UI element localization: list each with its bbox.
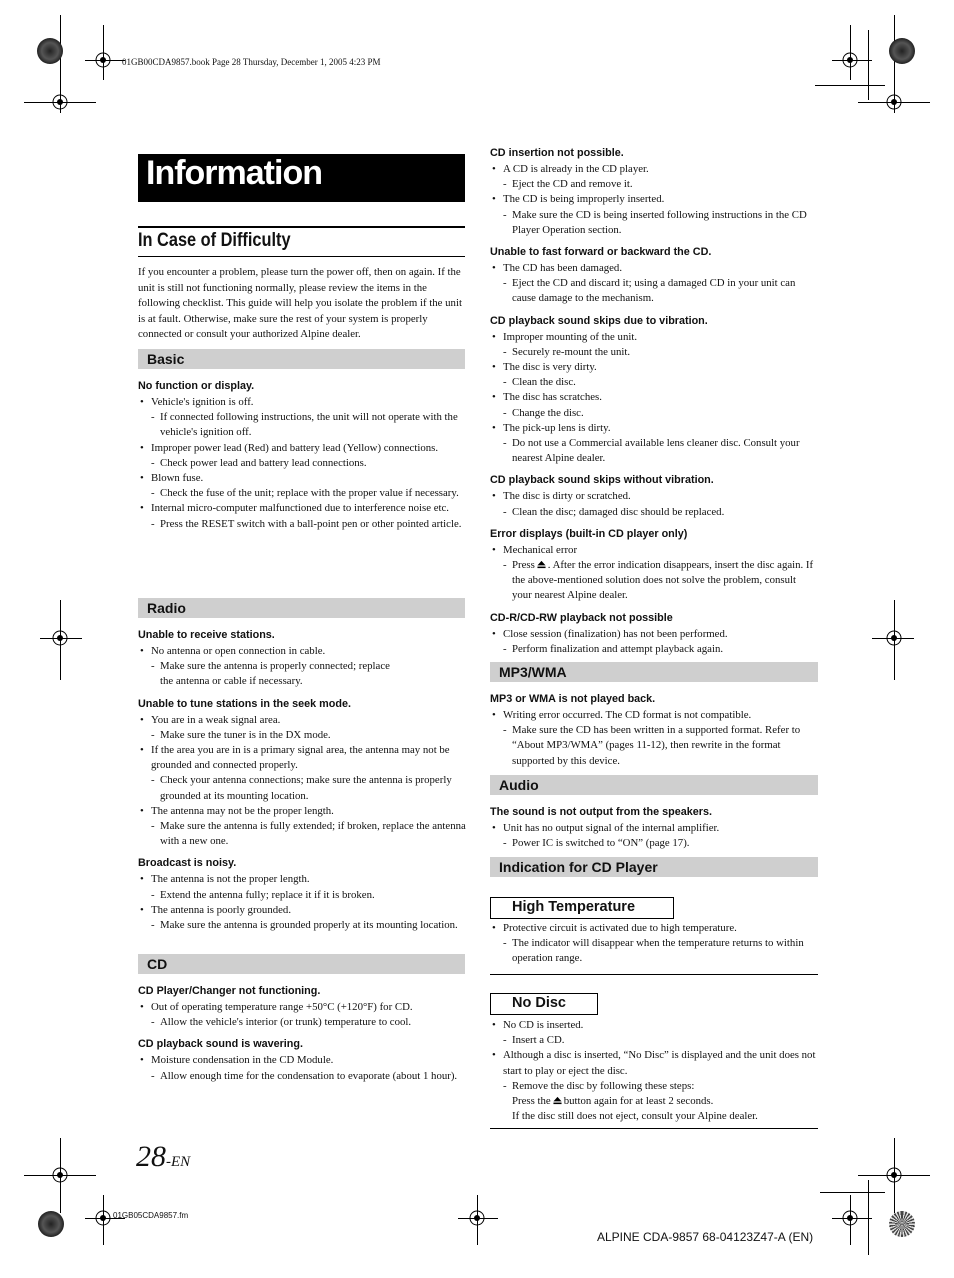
cause-item: • The antenna is poorly grounded. <box>138 903 466 918</box>
registration-mark-icon <box>49 1164 71 1186</box>
eject-icon <box>553 1096 562 1105</box>
cd-section-part1 <box>138 984 466 1084</box>
subtitle-rule-top <box>138 226 465 228</box>
registration-mark-icon <box>92 49 114 71</box>
high-temperature-section <box>490 921 818 967</box>
footer-file-name: 01GB05CDA9857.fm <box>113 1211 189 1220</box>
remedy-item: - Make sure the antenna is properly connected; replace the antenna or cable if necessary. <box>138 659 400 689</box>
cause-item: • The CD is being improperly inserted. <box>490 192 818 207</box>
remedy-item: - Extend the antenna fully; replace it if it is broken. <box>138 888 466 903</box>
intro-paragraph: If you encounter a problem, please turn the power off, then on again. If the unit is still not functioning normally, please review the items in the following checklist. This guide will help you isolate the problem if the unit is at fault. Otherwise, make sure the rest of your system is properly connected or consult your authorized Alpine dealer. <box>138 266 462 340</box>
problem-title: CD playback sound skips without vibration. <box>490 474 714 487</box>
remedy-item: - Do not use a Commercial available lens cleaner disc. Consult your nearest Alpine dealer. <box>490 436 818 466</box>
registration-mark-icon <box>883 627 905 649</box>
remedy-step: If the disc still does not eject, consult your Alpine dealer. <box>512 1110 758 1123</box>
problem-title: CD-R/CD-RW playback not possible <box>490 611 673 624</box>
audio-section <box>490 805 818 851</box>
cause-item: • The CD has been damaged. <box>490 261 818 276</box>
cause-item: • No CD is inserted. <box>490 1018 818 1033</box>
problem-title: CD Player/Changer not functioning. <box>138 985 321 997</box>
remedy-item: - The indicator will disappear when the temperature returns to within operation range. <box>490 936 818 966</box>
remedy-item: - Change the disc. <box>490 406 818 421</box>
no-disc-section <box>490 1018 818 1124</box>
cause-item: • Although a disc is inserted, “No Disc” is displayed and the unit does not start to play or eject the disc. <box>490 1048 818 1078</box>
cd-section-part2 <box>490 146 818 657</box>
cause-item: • If the area you are in is a primary signal area, the antenna may not be grounded and connected properly. <box>138 743 466 773</box>
problem-title: Unable to fast forward or backward the CD. <box>490 246 712 259</box>
color-bar-mark <box>889 1211 915 1237</box>
basic-section <box>138 379 466 532</box>
problem-title: Error displays (built-in CD player only) <box>490 527 688 540</box>
cause-item: • Vehicle's ignition is off. <box>138 395 466 410</box>
cause-item: • The disc is dirty or scratched. <box>490 489 818 504</box>
section-heading-radio: Radio <box>138 598 465 618</box>
registration-mark-icon <box>49 91 71 113</box>
problem-title: The sound is not output from the speakers. <box>490 806 712 818</box>
cause-item: • Unit has no output signal of the internal amplifier. <box>490 821 818 836</box>
cause-item: • Moisture condensation in the CD Module. <box>138 1053 466 1068</box>
cause-item: • No antenna or open connection in cable. <box>138 644 466 659</box>
registration-mark-icon <box>92 1207 114 1229</box>
cause-item: • Protective circuit is activated due to high temperature. <box>490 921 818 936</box>
registration-mark-icon <box>839 49 861 71</box>
section-heading-audio: Audio <box>490 775 818 795</box>
cause-item: • Internal micro-computer malfunctioned due to interference noise etc. <box>138 501 466 516</box>
cause-item: • Improper mounting of the unit. <box>490 330 818 345</box>
registration-mark-icon <box>883 1164 905 1186</box>
indicator-no-disc: No Disc <box>490 993 598 1015</box>
problem-title: No function or display. <box>138 380 255 392</box>
cause-item: • Writing error occurred. The CD format is not compatible. <box>490 708 818 723</box>
registration-mark-icon <box>883 91 905 113</box>
remedy-item: - Check power lead and battery lead connections. <box>138 456 466 471</box>
cause-item: • The disc is very dirty. <box>490 360 818 375</box>
remedy-item: - Press the RESET switch with a ball-point pen or other pointed article. <box>138 517 466 532</box>
remedy-item: - Make sure the antenna is grounded properly at its mounting location. <box>138 918 466 933</box>
cause-item: • You are in a weak signal area. <box>138 713 466 728</box>
cause-item: • The pick-up lens is dirty. <box>490 421 818 436</box>
footer-model-line: ALPINE CDA-9857 68-04123Z47-A (EN) <box>597 1230 814 1244</box>
eject-icon <box>537 560 546 569</box>
section-heading-basic: Basic <box>138 349 465 369</box>
problem-title: CD insertion not possible. <box>490 147 624 159</box>
page-number: 28-EN <box>136 1140 191 1173</box>
remedy-item: - If connected following instructions, the unit will not operate with the vehicle's ignition off. <box>138 410 466 440</box>
remedy-item: - Allow enough time for the condensation to evaporate (about 1 hour). <box>138 1069 466 1084</box>
remedy-item: - Check your antenna connections; make sure the antenna is properly grounded at its mounting location. <box>138 773 466 803</box>
remedy-item: - Make sure the antenna is fully extended; if broken, replace the antenna with a new one. <box>138 819 466 849</box>
section-heading-cd: CD <box>138 954 465 974</box>
remedy-item: - Securely re-mount the unit. <box>490 345 818 360</box>
remedy-item: - Clean the disc. <box>490 375 818 390</box>
remedy-item: - Eject the CD and remove it. <box>490 177 818 192</box>
problem-title: MP3 or WMA is not played back. <box>490 693 656 705</box>
remedy-item: - Remove the disc by following these steps: <box>490 1079 818 1094</box>
problem-title: CD playback sound is wavering. <box>138 1038 304 1051</box>
problem-title: Unable to tune stations in the seek mode. <box>138 697 351 710</box>
section-divider <box>490 1128 818 1129</box>
cause-item: • Close session (finalization) has not been performed. <box>490 627 818 642</box>
cause-item: • Out of operating temperature range +50°C (+120°F) for CD. <box>138 1000 466 1015</box>
book-header: 01GB00CDA9857.book Page 28 Thursday, December 1, 2005 4:23 PM <box>122 57 381 67</box>
section-heading-mp3-wma: MP3/WMA <box>490 662 818 682</box>
cause-item: • The antenna may not be the proper length. <box>138 804 466 819</box>
remedy-step: Press the button again for at least 2 seconds. <box>512 1095 714 1108</box>
radio-section <box>138 628 466 933</box>
cause-item: • Improper power lead (Red) and battery lead (Yellow) connections. <box>138 441 466 456</box>
registration-mark-icon <box>466 1207 488 1229</box>
remedy-item: - Make sure the CD has been written in a supported format. Refer to “About MP3/WMA” (pages 11-12), then rewrite in the format supported by this device. <box>490 723 808 769</box>
problem-title: Unable to receive stations. <box>138 629 275 641</box>
registration-mark-icon <box>49 627 71 649</box>
color-bar-mark <box>37 38 63 64</box>
cause-item: • Blown fuse. <box>138 471 466 486</box>
page-title: Information <box>146 154 322 192</box>
remedy-item: - Make sure the CD is being inserted following instructions in the CD Player Operation section. <box>490 208 818 238</box>
remedy-item: - Perform finalization and attempt playback again. <box>490 642 818 657</box>
cause-item: • Mechanical error <box>490 543 818 558</box>
remedy-item: - Press . After the error indication disappears, insert the disc again. If the above-mentioned solution does not solve the problem, consult your nearest Alpine dealer. <box>490 558 818 604</box>
section-divider <box>490 974 818 975</box>
mp3-section <box>490 692 818 769</box>
color-bar-mark <box>889 38 915 64</box>
remedy-item: - Eject the CD and discard it; using a damaged CD in your unit can cause damage to the mechanism. <box>490 276 818 306</box>
indicator-high-temperature: High Temperature <box>490 897 674 919</box>
problem-title: CD playback sound skips due to vibration. <box>490 314 708 327</box>
registration-mark-icon <box>839 1207 861 1229</box>
remedy-item: - Clean the disc; damaged disc should be replaced. <box>490 505 818 520</box>
remedy-item: - Check the fuse of the unit; replace with the proper value if necessary. <box>138 486 466 501</box>
section-heading-indication: Indication for CD Player <box>490 857 818 877</box>
remedy-item: - Allow the vehicle's interior (or trunk) temperature to cool. <box>138 1015 466 1030</box>
cause-item: • The disc has scratches. <box>490 390 818 405</box>
color-bar-mark <box>38 1211 64 1237</box>
remedy-item: - Power IC is switched to “ON” (page 17). <box>490 836 818 851</box>
subtitle-rule-bottom <box>138 256 465 257</box>
cause-item: • A CD is already in the CD player. <box>490 162 818 177</box>
problem-title: Broadcast is noisy. <box>138 857 237 870</box>
section-subtitle: In Case of Difficulty <box>138 230 291 251</box>
remedy-item: - Insert a CD. <box>490 1033 818 1048</box>
cause-item: • The antenna is not the proper length. <box>138 872 466 887</box>
remedy-item: - Make sure the tuner is in the DX mode. <box>138 728 466 743</box>
